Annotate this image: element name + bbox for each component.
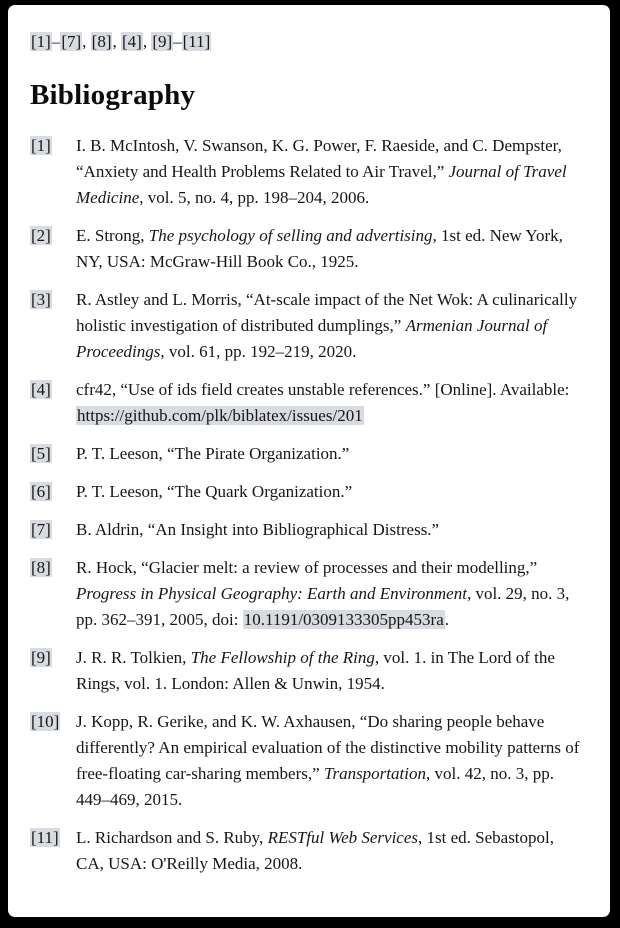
- bib-entry-3: [30, 287, 586, 365]
- bib-entry-7-label-link[interactable]: [7]: [31, 520, 51, 539]
- bib-entry-8-text: , vol. 29, no. 3, pp. 362–391, 2005, doi:: [76, 584, 570, 629]
- citation-ref-text: –: [51, 32, 61, 51]
- bib-entry-4-link[interactable]: https://github.com/plk/biblatex/issues/201: [77, 406, 363, 425]
- bib-entry-11-body: [76, 825, 586, 877]
- bib-entry-4-label: [30, 377, 76, 403]
- bib-entry-9-body: [76, 645, 586, 697]
- bib-entry-1: [30, 133, 586, 211]
- citation-ref-link[interactable]: [8]: [91, 32, 112, 51]
- bib-entry-2-label-link[interactable]: [2]: [31, 226, 51, 245]
- bib-entry-8-label-link[interactable]: [8]: [31, 558, 51, 577]
- bib-entry-3-body: [76, 287, 586, 365]
- bib-entry-2-text: The psychology of selling and advertising: [148, 226, 433, 245]
- bib-entry-4-label-link[interactable]: [4]: [31, 380, 51, 399]
- bib-entry-10-label: [30, 709, 76, 735]
- bib-entry-9-text: , vol. 1. in The Lord of the Rings, vol. 1. London: Allen & Unwin, 1954.: [76, 648, 555, 693]
- bib-entry-4: [30, 377, 586, 429]
- citation-ref-link[interactable]: [4]: [121, 32, 142, 51]
- bib-entry-9: [30, 645, 586, 697]
- bib-entry-8-text: Progress in Physical Geography: Earth and Environment: [76, 584, 467, 603]
- document-page: [8, 5, 610, 917]
- bib-entry-5-label-link[interactable]: [5]: [31, 444, 51, 463]
- bib-entry-7: [30, 517, 586, 543]
- citation-ref-link[interactable]: [1]: [31, 32, 51, 51]
- bib-entry-8-body: [76, 555, 586, 633]
- bib-entry-8-link[interactable]: 10.1191/0309133305pp453ra: [243, 610, 444, 629]
- bib-entry-1-text: Journal of Travel Medicine: [76, 162, 567, 207]
- bib-entry-8: [30, 555, 586, 633]
- bib-entry-1-body: [76, 133, 586, 211]
- bib-entry-11: [30, 825, 586, 877]
- bib-entry-10-body: [76, 709, 586, 813]
- bib-entry-3-label: [30, 287, 76, 313]
- bib-entry-10-text: Transportation: [323, 764, 426, 783]
- bib-entry-9-text: The Fellowship of the Ring: [190, 648, 375, 667]
- bib-entry-1-label: [30, 133, 76, 159]
- bib-entry-10: [30, 709, 586, 813]
- bib-entry-6-text: P. T. Leeson, “The Quark Organization.”: [76, 482, 353, 501]
- bib-entry-5-label: [30, 441, 76, 467]
- page-title: Bibliography: [30, 79, 196, 111]
- citation-ref-link[interactable]: [11]: [182, 32, 211, 51]
- bib-entry-9-label: [30, 645, 76, 671]
- bib-entry-8-text: .: [444, 610, 450, 629]
- bib-entry-8-text: R. Hock, “Glacier melt: a review of processes and their modelling,”: [76, 558, 538, 577]
- bib-entry-4-text: cfr42, “Use of ids field creates unstable references.” [Online]. Available:: [76, 380, 570, 399]
- bib-entry-2-text: E. Strong,: [76, 226, 149, 245]
- bib-entry-10-text: J. Kopp, R. Gerike, and K. W. Axhausen, “Do sharing people behave differently? An empirical evaluation of the distinctive mobility patterns of free-floating car-sharing members,”: [76, 712, 580, 783]
- bib-entry-2-body: [76, 223, 586, 275]
- bib-entry-7-body: [76, 517, 586, 543]
- bib-entry-1-text: I. B. McIntosh, V. Swanson, K. G. Power, F. Raeside, and C. Dempster, “Anxiety and Health Problems Related to Air Travel,”: [76, 136, 562, 181]
- bib-entry-9-text: J. R. R. Tolkien,: [76, 648, 191, 667]
- bib-entry-11-text: L. Richardson and S. Ruby,: [76, 828, 268, 847]
- bib-entry-11-label: [30, 825, 76, 851]
- citation-ref-text: ,: [142, 32, 152, 51]
- bib-entry-6-body: [76, 479, 586, 505]
- bib-entry-11-label-link[interactable]: [11]: [31, 828, 59, 847]
- bib-entry-2: [30, 223, 586, 275]
- bib-entry-3-label-link[interactable]: [3]: [31, 290, 51, 309]
- bib-entry-8-label: [30, 555, 76, 581]
- bib-entry-3-text: , vol. 61, pp. 192–219, 2020.: [160, 342, 357, 361]
- bib-entry-9-label-link[interactable]: [9]: [31, 648, 51, 667]
- bib-entry-5-text: P. T. Leeson, “The Pirate Organization.”: [76, 444, 350, 463]
- bib-entry-5-body: [76, 441, 586, 467]
- bibliography-list: [30, 133, 586, 877]
- bib-entry-1-text: , vol. 5, no. 4, pp. 198–204, 2006.: [139, 188, 370, 207]
- bib-entry-5: [30, 441, 586, 467]
- citation-ref-link[interactable]: [9]: [152, 32, 173, 51]
- citation-line: [30, 30, 586, 54]
- citation-ref-text: –: [173, 32, 182, 51]
- citation-ref-text: ,: [82, 32, 91, 51]
- citation-ref-link[interactable]: [7]: [61, 32, 82, 51]
- bib-entry-4-body: [76, 377, 586, 429]
- bib-entry-6: [30, 479, 586, 505]
- bib-entry-7-label: [30, 517, 76, 543]
- bib-entry-3-text: Armenian Journal of Proceedings: [76, 316, 548, 361]
- bib-entry-2-label: [30, 223, 76, 249]
- bib-entry-11-text: RESTful Web Services: [267, 828, 419, 847]
- bib-entry-10-label-link[interactable]: [10]: [31, 712, 60, 731]
- citation-ref-text: ,: [112, 32, 121, 51]
- bib-entry-11-text: , 1st ed. Sebastopol, CA, USA: O'Reilly Media, 2008.: [76, 828, 555, 873]
- bib-entry-3-text: R. Astley and L. Morris, “At-scale impact of the Net Wok: A culinarically holistic investigation of distributed dumplings,”: [76, 290, 578, 335]
- bib-entry-1-label-link[interactable]: [1]: [31, 136, 51, 155]
- bib-entry-10-text: , vol. 42, no. 3, pp. 449–469, 2015.: [76, 764, 554, 809]
- bib-entry-7-text: B. Aldrin, “An Insight into Bibliographical Distress.”: [76, 520, 440, 539]
- bib-entry-6-label: [30, 479, 76, 505]
- bib-entry-6-label-link[interactable]: [6]: [31, 482, 51, 501]
- bib-entry-2-text: , 1st ed. New York, NY, USA: McGraw-Hill Book Co., 1925.: [76, 226, 563, 271]
